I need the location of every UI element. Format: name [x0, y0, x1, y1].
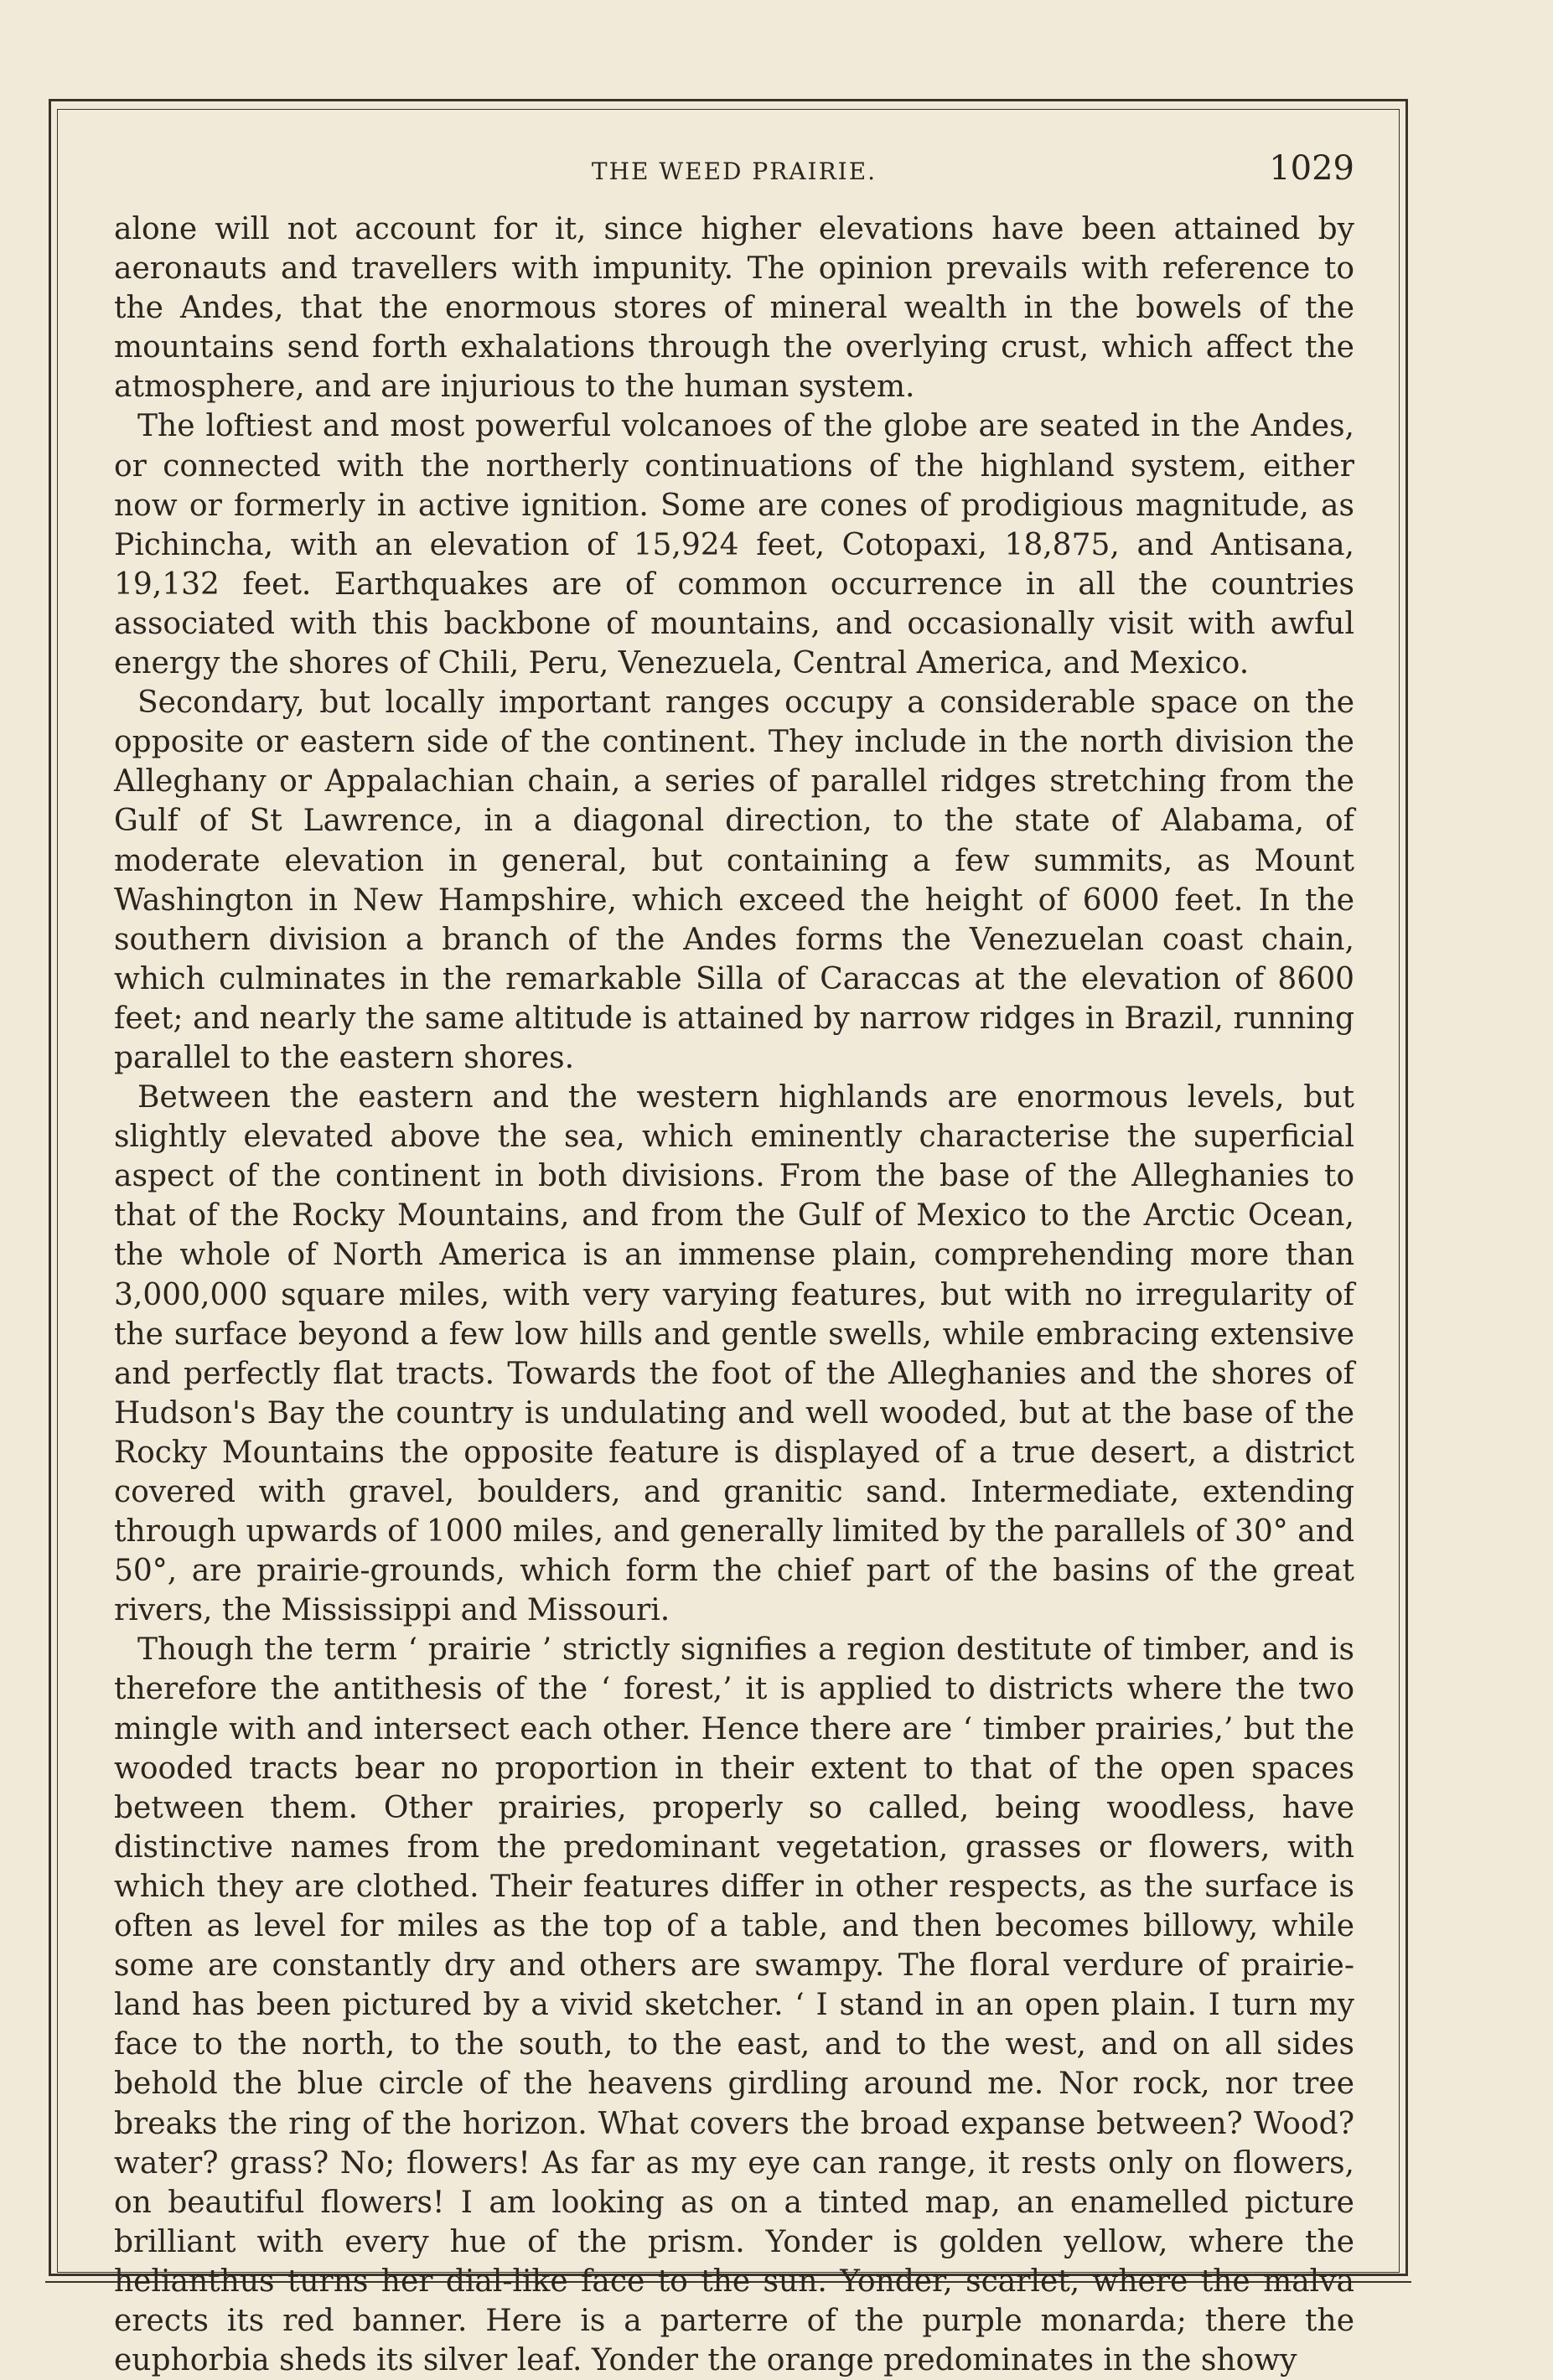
page-header — [114, 149, 1354, 199]
page-number: 1029 — [1269, 149, 1354, 188]
paragraph-3: Secondary, but locally important ranges occupy a considerable space on the opposite or eastern side of the continent. They include in the north division the Alleghany or Appalachian chain, a series of parallel ridges stretching from the Gulf of St Lawrence, in a diagonal direction, to the state of Alabama, of moderate elevation in general, but containing a few summits, as Mount Washington in New Hampshire, which exceed the height of 6000 feet. In the southern division a branch of the Andes forms the Venezuelan coast chain, which culminates in the remarkable Silla of Caraccas at the elevation of 8600 feet; and nearly the same altitude is attained by narrow ridges in Brazil, running parallel to the eastern shores. — [114, 686, 1354, 1075]
paragraph-1: alone will not account for it, since higher elevations have been attained by aeronauts and travellers with impunity. The opinion prevails with reference to the Andes, that the enormous stores of mineral wealth in the bowels of the mountains send forth exhalations through the overlying crust, which affect the atmosphere, and are injurious to the human system. — [114, 212, 1354, 405]
paragraph-2: The loftiest and most powerful volcanoes of the globe are seated in the Andes, or connected with the northerly continuations of the highland system, either now or formerly in active ignition. Some are cones of prodigious magnitude, as Pichincha, with an elevation of 15,924 feet, Cotopaxi, 18,875, and Antisana, 19,132 feet. Earthquakes are of common occurrence in all the countries associated with this backbone of mountains, and occasionally visit with awful energy the shores of Chili, Peru, Venezuela, Central America, and Mexico. — [114, 409, 1354, 681]
running-title: THE WEED PRAIRIE. — [591, 158, 877, 185]
paragraph-5: Though the term ‘ prairie ’ strictly signifies a region destitute of timber, and is therefore the antithesis of the ‘ forest,’ it is applied to districts where the two mingle with and intersect each other. Hence there are ‘ timber prairies,’ but the wooded tracts bear no proportion in their extent to that of the open spaces between them. Other prairies, properly so called, being woodless, have distinctive names from the predominant vegetation, grasses or flowers, with which they are clothed. Their features differ in other respects, as the surface is often as level for miles as the top of a table, and then becomes billowy, while some are constantly dry and others are swampy. The floral verdure of prairie-land has been pictured by a vivid sketcher. ‘ I stand in an open plain. I turn my face to the north, to the south, to the east, and to the west, and on all sides behold the blue circle of the heavens girdling around me. Nor rock, nor tree breaks the ring of the horizon. What covers the broad expanse between? Wood? water? grass? No; flowers! As far as my eye can range, it rests only on flowers, on beautiful flowers! I am looking as on a tinted map, an enamelled picture brilliant with every hue of the prism. Yonder is golden yellow, where the helianthus turns her dial-like face to the sun. Yonder, scarlet, where the malva erects its red banner. Here is a parterre of the purple monarda; there the euphorbia sheds its silver leaf. Yonder the orange predominates in the showy — [114, 1632, 1354, 2378]
paragraph-4: Between the eastern and the western highlands are enormous levels, but slightly elevated above the sea, which eminently characterise the superficial aspect of the continent in both divisions. From the base of the Alleghanies to that of the Rocky Mountains, and from the Gulf of Mexico to the Arctic Ocean, the whole of North America is an immense plain, comprehending more than 3,000,000 square miles, with very varying features, but with no irregularity of the surface beyond a few low hills and gentle swells, while embracing extensive and perfectly flat tracts. Towards the foot of the Alleghanies and the shores of Hudson's Bay the country is undulating and well wooded, but at the base of the Rocky Mountains the opposite feature is displayed of a true desert, a district covered with gravel, boulders, and granitic sand. Intermediate, extending through upwards of 1000 miles, and generally limited by the parallels of 30° and 50°, are prairie-grounds, which form the chief part of the basins of the great rivers, the Mississippi and Missouri. — [114, 1080, 1354, 1628]
body-text — [114, 210, 1354, 2380]
